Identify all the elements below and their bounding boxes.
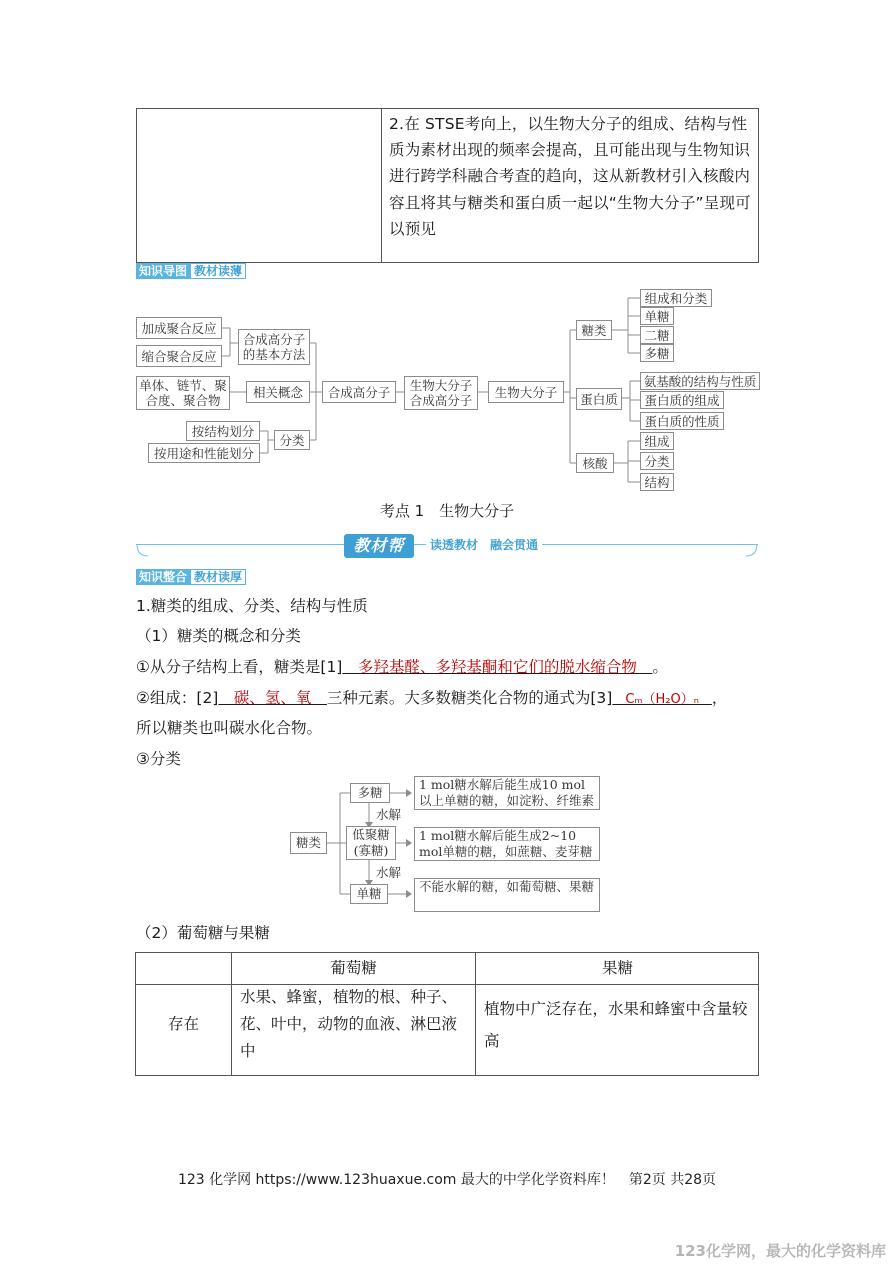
glucose-exist: 水果、蜂蜜，植物的根、种子、花、叶中，动物的血液、淋巴液中	[240, 988, 458, 1060]
line-carbohydrate: 所以糖类也叫碳水化合物。	[136, 719, 323, 737]
line-concept-post: 。	[652, 658, 668, 676]
row-exist: 存在	[167, 1015, 199, 1033]
mm-nucleic-item: 组成	[640, 432, 674, 450]
sd-poly: 多糖	[350, 783, 390, 803]
line-composition-post: ，	[711, 689, 728, 707]
table-right-cell: 2.在 STSE考向上，以生物大分子的组成、结构与性质为素材出现的频率会提高，且可能出现与生物知识进行跨学科融合考查的趋向，这从新教材引入核酸内容且将其与糖类和蛋白质一起以“生物大分子”呈现可以预见	[389, 115, 751, 238]
mm-monomer-terms: 单体、链节、聚合度、聚合物	[136, 376, 230, 410]
mm-cond-polymer: 缩合聚合反应	[136, 345, 222, 367]
mm-sugar-item: 多糖	[640, 344, 674, 362]
mm-biomacro: 生物大分子	[488, 381, 564, 403]
line-concept-pre: ①从分子结构上看，糖类是[1]	[136, 658, 343, 676]
integrate-tag-b: 教材读厚	[190, 569, 246, 585]
mm-protein: 蛋白质	[576, 388, 622, 410]
mm-synth-polymer: 合成高分子	[322, 381, 396, 403]
mm-add-polymer: 加成聚合反应	[136, 317, 222, 339]
mm-by-structure: 按结构划分	[186, 421, 260, 441]
sd-hydrolysis-2: 水解	[376, 865, 402, 880]
banner-sub: 读透教材 融会贯通	[426, 536, 542, 553]
sd-root: 糖类	[290, 832, 327, 854]
answer-2: 碳、氢、氧	[218, 689, 327, 707]
mm-sugar-item: 单糖	[640, 307, 674, 325]
mm-protein-item: 蛋白质的性质	[640, 412, 724, 430]
heading-glucose-fructose: （2）葡萄糖与果糖	[136, 924, 270, 942]
mm-nucleic-item: 分类	[640, 452, 674, 470]
mm-classification: 分类	[274, 430, 310, 450]
line-composition-pre: ②组成：[2]	[136, 689, 219, 707]
col-fructose: 果糖	[601, 959, 633, 977]
answer-3: Cₘ（H₂O）ₙ	[612, 692, 712, 707]
sd-poly-desc: 1 mol糖水解后能生成10 mol以上单糖的糖，如淀粉、纤维素	[414, 776, 600, 810]
mm-basic-method: 合成高分子的基本方法	[238, 329, 310, 365]
page-footer: 123 化学网 https://www.123huaxue.com 最大的中学化学资料库！ 第2页 共28页	[177, 1172, 717, 1188]
sd-oligo-desc: 1 mol糖水解后能生成2~10 mol单糖的糖，如蔗糖、麦芽糖	[414, 827, 600, 861]
heading-concept: （1）糖类的概念和分类	[136, 627, 301, 645]
mm-sugar-item: 组成和分类	[640, 289, 712, 307]
mm-sugars: 糖类	[576, 320, 612, 340]
heading-sugars: 1.糖类的组成、分类、结构与性质	[136, 597, 368, 615]
line-composition-mid: 三种元素。大多数糖类化合物的通式为[3]	[326, 689, 613, 707]
sd-oligo: 低聚糖(寡糖)	[346, 826, 396, 860]
watermark: 123化学网，最大的化学资料库	[674, 1242, 886, 1260]
mm-protein-item: 氨基酸的结构与性质	[640, 372, 760, 390]
glucose-fructose-table	[135, 952, 759, 1076]
mm-bio-synth: 生物大分子合成高分子	[404, 376, 478, 410]
sd-mono-desc: 不能水解的糖，如葡萄糖、果糖	[414, 878, 600, 912]
integrate-tag-a: 知识整合	[136, 569, 190, 585]
mm-nucleic: 核酸	[576, 453, 614, 473]
mindmap-tag-b: 教材读薄	[190, 263, 246, 279]
sd-hydrolysis-1: 水解	[376, 807, 402, 822]
mm-sugar-item: 二糖	[640, 326, 674, 344]
col-glucose: 葡萄糖	[330, 959, 377, 977]
sd-mono: 单糖	[350, 884, 388, 904]
mindmap-tag-a: 知识导图	[136, 263, 190, 279]
answer-1: 多羟基醛、多羟基酮和它们的脱水缩合物	[342, 658, 653, 676]
mm-nucleic-item: 结构	[640, 473, 674, 491]
mm-protein-item: 蛋白质的组成	[640, 391, 724, 409]
mm-by-use: 按用途和性能划分	[148, 443, 260, 463]
line-classification: ③分类	[136, 750, 181, 768]
fructose-exist: 植物中广泛存在，水果和蜂蜜中含量较高	[484, 1000, 748, 1050]
banner-main: 教材帮	[344, 534, 414, 558]
section-title: 考点 1 生物大分子	[379, 502, 515, 520]
mm-related-concepts: 相关概念	[246, 381, 310, 403]
